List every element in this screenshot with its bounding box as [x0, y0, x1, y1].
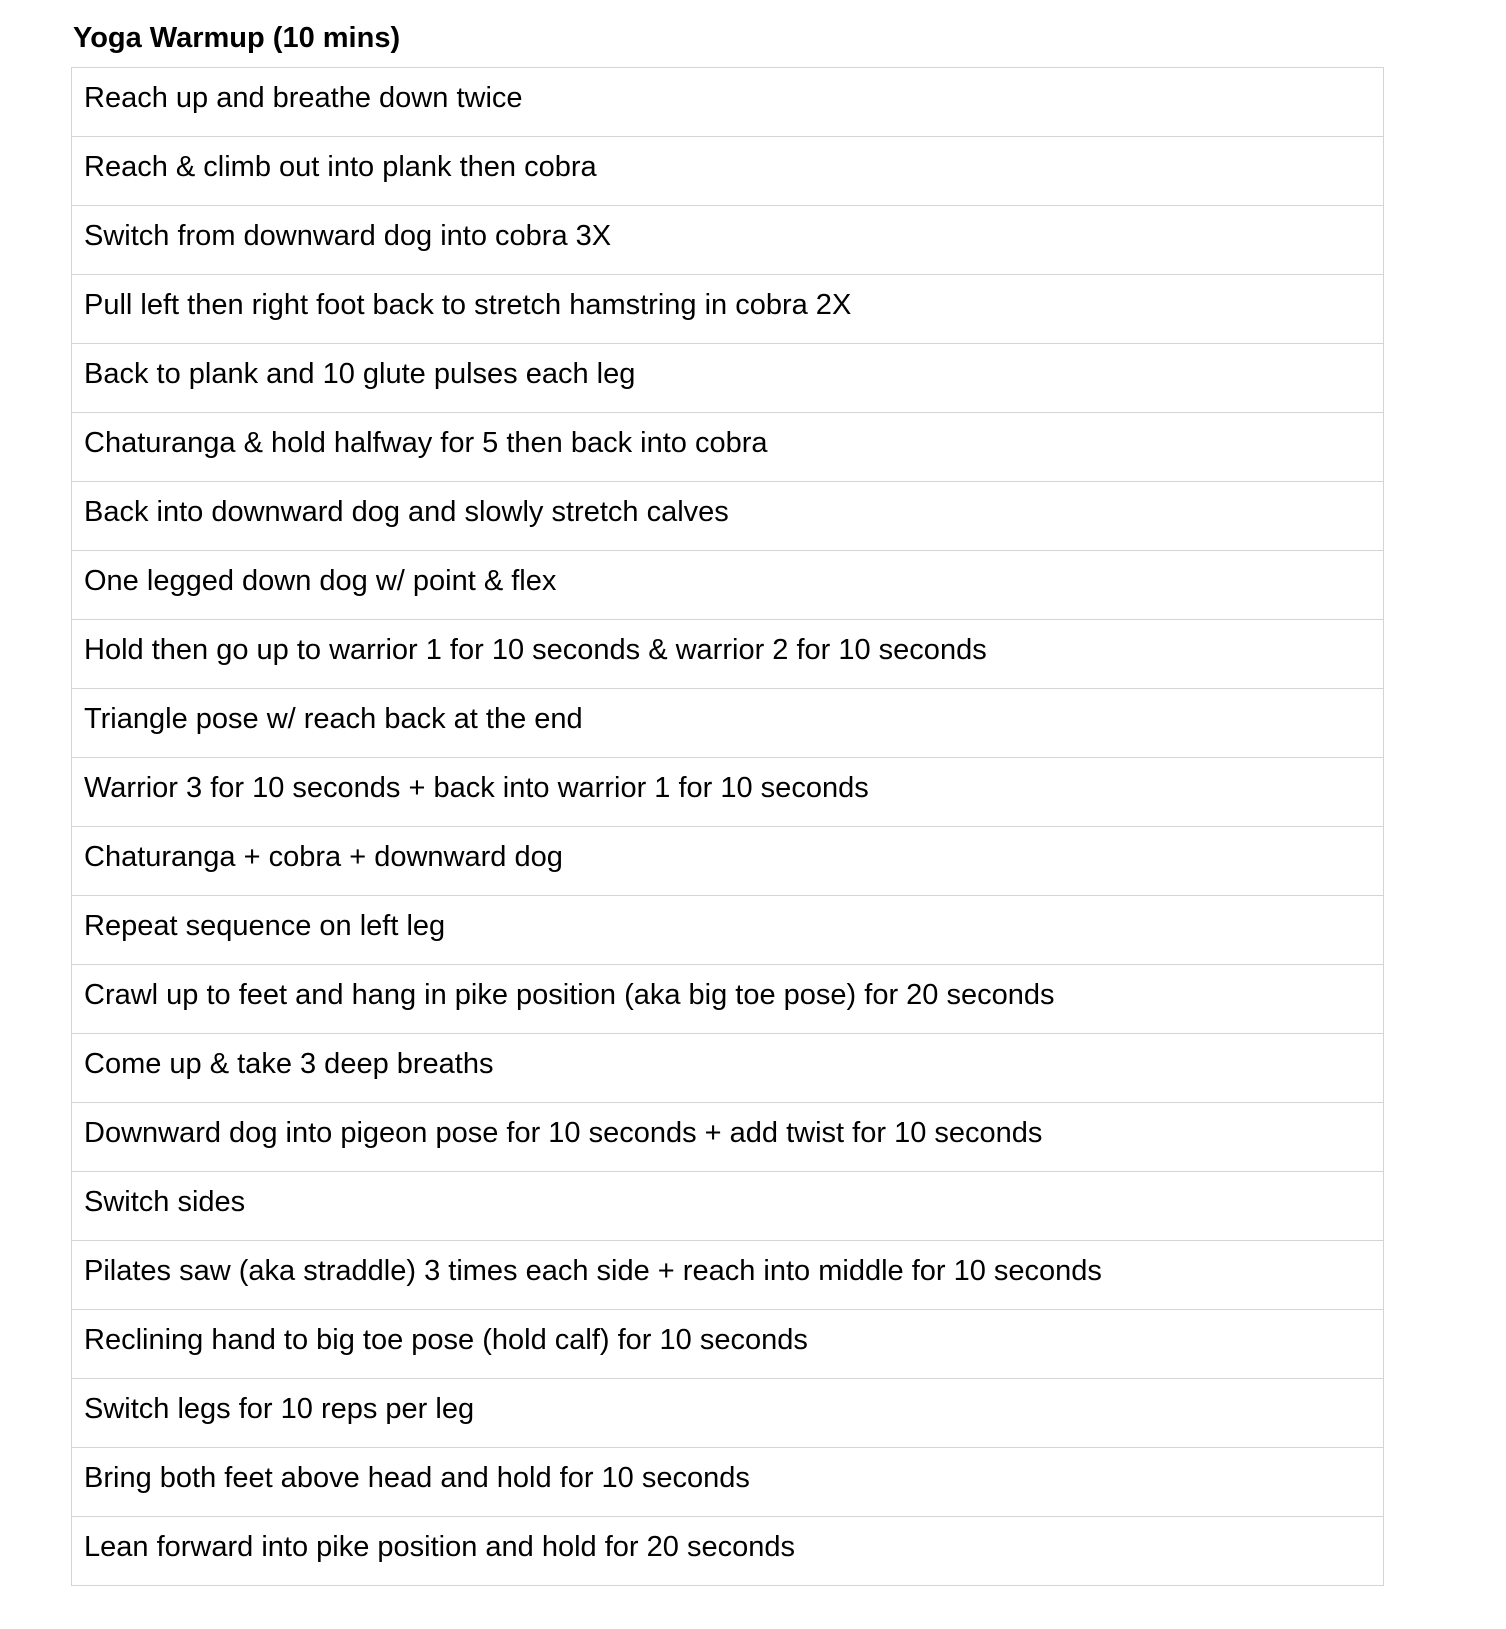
- table-row: [72, 551, 1384, 620]
- step-text: Hold then go up to warrior 1 for 10 seconds & warrior 2 for 10 seconds: [84, 634, 987, 666]
- table-row: [72, 413, 1384, 482]
- step-text: Triangle pose w/ reach back at the end: [84, 703, 583, 735]
- table-cell: [72, 68, 1384, 137]
- step-text: Crawl up to feet and hang in pike position (aka big toe pose) for 20 seconds: [84, 979, 1055, 1011]
- table-row: [72, 137, 1384, 206]
- step-text: Come up & take 3 deep breaths: [84, 1048, 494, 1080]
- step-text: Repeat sequence on left leg: [84, 910, 446, 942]
- table-row: [72, 206, 1384, 275]
- table-cell: [72, 551, 1384, 620]
- table-row: [72, 1172, 1384, 1241]
- table-row: [72, 1103, 1384, 1172]
- table-cell: [72, 1103, 1384, 1172]
- steps-table: [71, 67, 1384, 1586]
- table-row: [72, 482, 1384, 551]
- table-cell: [72, 1310, 1384, 1379]
- step-text: Reach & climb out into plank then cobra: [84, 151, 597, 183]
- table-cell: [72, 620, 1384, 689]
- table-cell: [72, 413, 1384, 482]
- table-cell: [72, 1517, 1384, 1586]
- step-text: Switch sides: [84, 1186, 246, 1218]
- step-text: Pilates saw (aka straddle) 3 times each side + reach into middle for 10 seconds: [84, 1255, 1102, 1287]
- step-text: Pull left then right foot back to stretch hamstring in cobra 2X: [84, 289, 852, 321]
- table-row: [72, 689, 1384, 758]
- table-cell: [72, 1448, 1384, 1517]
- table-row: [72, 1448, 1384, 1517]
- step-text: Switch from downward dog into cobra 3X: [84, 220, 612, 252]
- table-cell: [72, 206, 1384, 275]
- table-cell: [72, 689, 1384, 758]
- table-cell: [72, 758, 1384, 827]
- table-cell: [72, 896, 1384, 965]
- table-row: [72, 827, 1384, 896]
- table-row: [72, 68, 1384, 137]
- table-cell: [72, 344, 1384, 413]
- step-text: Switch legs for 10 reps per leg: [84, 1393, 475, 1425]
- step-text: One legged down dog w/ point & flex: [84, 565, 557, 597]
- step-text: Chaturanga & hold halfway for 5 then back into cobra: [84, 427, 768, 459]
- table-row: [72, 1517, 1384, 1586]
- step-text: Bring both feet above head and hold for 10 seconds: [84, 1462, 750, 1494]
- table-cell: [72, 1379, 1384, 1448]
- table-row: [72, 758, 1384, 827]
- table-cell: [72, 827, 1384, 896]
- table-row: [72, 965, 1384, 1034]
- table-row: [72, 1379, 1384, 1448]
- table-cell: [72, 137, 1384, 206]
- table-row: [72, 896, 1384, 965]
- table-row: [72, 620, 1384, 689]
- table-row: [72, 1034, 1384, 1103]
- step-text: Chaturanga + cobra + downward dog: [84, 841, 563, 873]
- table-cell: [72, 1241, 1384, 1310]
- step-text: Warrior 3 for 10 seconds + back into warrior 1 for 10 seconds: [84, 772, 869, 804]
- table-cell: [72, 275, 1384, 344]
- step-text: Downward dog into pigeon pose for 10 seconds + add twist for 10 seconds: [84, 1117, 1043, 1149]
- table-cell: [72, 1172, 1384, 1241]
- step-text: Lean forward into pike position and hold for 20 seconds: [84, 1531, 795, 1563]
- step-text: Reach up and breathe down twice: [84, 82, 523, 114]
- table-row: [72, 275, 1384, 344]
- table-cell: [72, 965, 1384, 1034]
- table-cell: [72, 1034, 1384, 1103]
- table-row: [72, 1241, 1384, 1310]
- page-title: Yoga Warmup (10 mins): [73, 22, 401, 54]
- step-text: Back into downward dog and slowly stretch calves: [84, 496, 729, 528]
- table-row: [72, 344, 1384, 413]
- step-text: Reclining hand to big toe pose (hold calf) for 10 seconds: [84, 1324, 808, 1356]
- table-cell: [72, 482, 1384, 551]
- step-text: Back to plank and 10 glute pulses each leg: [84, 358, 636, 390]
- table-row: [72, 1310, 1384, 1379]
